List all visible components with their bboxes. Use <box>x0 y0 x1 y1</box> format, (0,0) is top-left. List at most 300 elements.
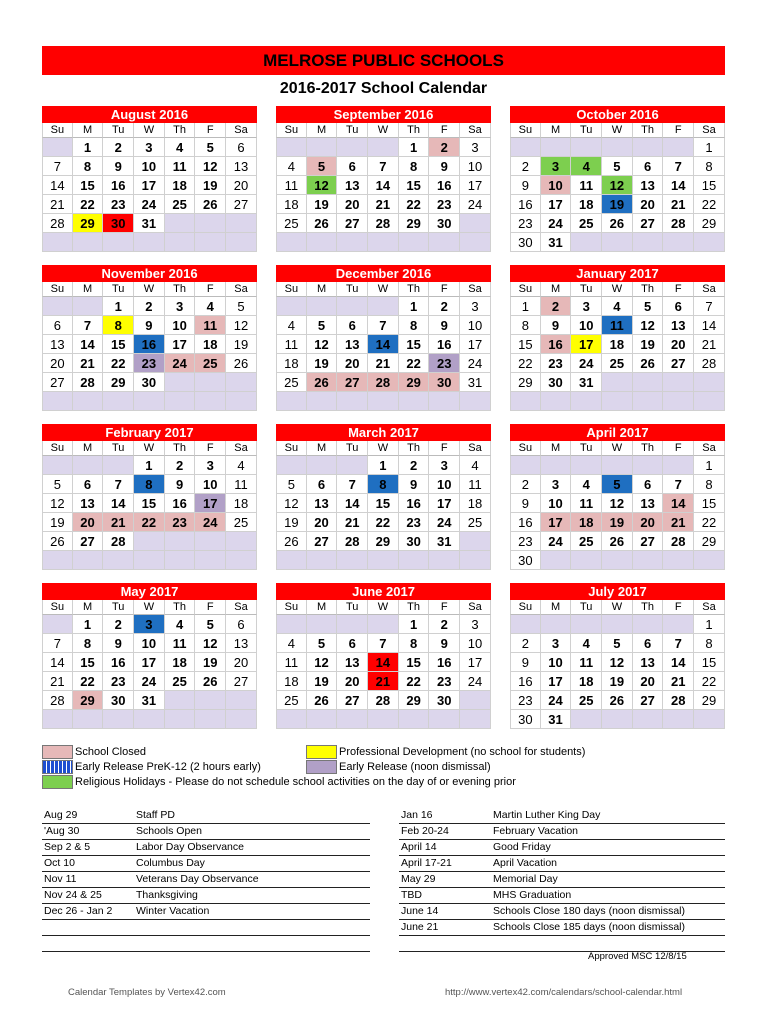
day-cell: 8 <box>134 475 165 494</box>
weekday-label: Sa <box>460 441 491 456</box>
empty-cell <box>541 392 572 411</box>
day-cell: 17 <box>429 494 460 513</box>
day-cell: 19 <box>633 335 664 354</box>
day-cell: 8 <box>103 316 134 335</box>
day-cell: 2 <box>510 634 541 653</box>
empty-cell <box>337 710 368 729</box>
day-cell: 7 <box>42 157 73 176</box>
weekday-label: W <box>134 282 165 297</box>
day-cell: 24 <box>460 354 491 373</box>
day-cell: 11 <box>226 475 257 494</box>
empty-cell <box>663 392 694 411</box>
weekday-header <box>276 441 491 456</box>
note-event: Schools Close 180 days (noon dismissal) <box>493 905 686 917</box>
note-row <box>42 824 370 840</box>
day-cell: 20 <box>337 195 368 214</box>
weekday-label: Su <box>276 282 307 297</box>
day-cell: 18 <box>276 672 307 691</box>
week-row <box>510 335 725 354</box>
month-calendar <box>510 265 725 411</box>
weekday-label: Tu <box>337 600 368 615</box>
day-cell: 24 <box>429 513 460 532</box>
day-cell: 28 <box>368 373 399 392</box>
day-cell: 6 <box>42 316 73 335</box>
empty-cell <box>42 392 73 411</box>
week-row <box>42 354 257 373</box>
day-cell: 21 <box>368 672 399 691</box>
week-row <box>276 373 491 392</box>
week-row <box>276 297 491 316</box>
empty-cell <box>276 392 307 411</box>
day-cell: 27 <box>633 691 664 710</box>
note-row <box>399 872 725 888</box>
weekday-label: Sa <box>694 600 725 615</box>
empty-cell <box>602 392 633 411</box>
day-cell: 27 <box>663 354 694 373</box>
weekday-label: M <box>307 282 338 297</box>
month-title: June 2017 <box>276 583 491 600</box>
day-cell: 2 <box>134 297 165 316</box>
day-cell: 23 <box>510 691 541 710</box>
week-row <box>510 653 725 672</box>
note-row <box>42 888 370 904</box>
day-cell: 6 <box>307 475 338 494</box>
day-cell: 9 <box>510 176 541 195</box>
day-cell: 28 <box>73 373 104 392</box>
day-cell: 28 <box>42 214 73 233</box>
swatch-noon-icon <box>306 760 337 774</box>
weekday-label: F <box>429 600 460 615</box>
weekday-header <box>276 282 491 297</box>
day-cell: 27 <box>226 195 257 214</box>
weekday-label: Tu <box>103 441 134 456</box>
empty-cell <box>307 392 338 411</box>
empty-cell <box>165 214 196 233</box>
note-date: Aug 29 <box>44 809 78 821</box>
weekday-label: Sa <box>226 123 257 138</box>
day-cell: 23 <box>429 195 460 214</box>
day-cell: 26 <box>195 195 226 214</box>
day-cell: 25 <box>276 214 307 233</box>
month-calendar <box>510 106 725 252</box>
empty-cell <box>510 456 541 475</box>
empty-cell <box>103 551 134 570</box>
day-cell: 23 <box>429 354 460 373</box>
day-cell: 19 <box>42 513 73 532</box>
week-row <box>276 354 491 373</box>
day-cell: 5 <box>602 157 633 176</box>
day-cell: 9 <box>429 634 460 653</box>
day-cell: 17 <box>541 672 572 691</box>
day-cell: 23 <box>103 672 134 691</box>
day-cell: 14 <box>368 176 399 195</box>
day-cell: 15 <box>399 176 430 195</box>
week-row <box>276 494 491 513</box>
day-cell: 27 <box>42 373 73 392</box>
empty-cell <box>460 532 491 551</box>
empty-cell <box>276 710 307 729</box>
day-cell: 15 <box>399 653 430 672</box>
note-event: Columbus Day <box>136 857 205 869</box>
day-cell: 19 <box>276 513 307 532</box>
empty-cell <box>510 615 541 634</box>
day-cell: 23 <box>165 513 196 532</box>
empty-cell <box>276 551 307 570</box>
day-cell: 26 <box>602 532 633 551</box>
day-cell: 21 <box>73 354 104 373</box>
month-calendar <box>276 424 491 570</box>
day-cell: 2 <box>429 615 460 634</box>
empty-cell <box>134 392 165 411</box>
weekday-label: Tu <box>571 282 602 297</box>
day-cell: 6 <box>633 157 664 176</box>
empty-cell <box>73 710 104 729</box>
weekday-label: W <box>602 441 633 456</box>
weekday-label: Tu <box>103 123 134 138</box>
weekday-header <box>510 441 725 456</box>
note-row <box>399 920 725 936</box>
empty-cell <box>195 392 226 411</box>
empty-cell <box>226 691 257 710</box>
note-event: Good Friday <box>493 841 551 853</box>
note-date: Dec 26 - Jan 2 <box>44 905 113 917</box>
day-cell: 1 <box>694 456 725 475</box>
weekday-label: Tu <box>571 123 602 138</box>
day-cell: 11 <box>276 335 307 354</box>
day-cell: 20 <box>633 513 664 532</box>
day-cell: 13 <box>663 316 694 335</box>
day-cell: 25 <box>571 214 602 233</box>
page-subtitle: 2016-2017 School Calendar <box>279 80 488 97</box>
note-event: Staff PD <box>136 809 175 821</box>
empty-cell <box>226 392 257 411</box>
day-cell: 3 <box>195 456 226 475</box>
day-cell: 3 <box>541 475 572 494</box>
day-cell: 1 <box>368 456 399 475</box>
month-title: October 2016 <box>510 106 725 123</box>
weekday-label: M <box>541 123 572 138</box>
week-row <box>42 456 257 475</box>
footer-right[interactable]: http://www.vertex42.com/calendars/school-calendar.html <box>445 987 683 998</box>
note-event: April Vacation <box>493 857 558 869</box>
day-cell: 19 <box>195 176 226 195</box>
weekday-label: F <box>429 441 460 456</box>
day-cell: 25 <box>226 513 257 532</box>
weekday-label: Su <box>42 600 73 615</box>
empty-cell <box>195 710 226 729</box>
empty-cell <box>633 551 664 570</box>
weekday-header <box>42 600 257 615</box>
week-row <box>42 214 257 233</box>
empty-cell <box>602 551 633 570</box>
day-cell: 11 <box>571 494 602 513</box>
empty-cell <box>602 456 633 475</box>
day-cell: 2 <box>429 297 460 316</box>
empty-cell <box>663 138 694 157</box>
swatch-closed-icon <box>42 745 73 759</box>
day-cell: 8 <box>510 316 541 335</box>
empty-cell <box>195 551 226 570</box>
legend-label: Early Release PreK-12 (2 hours early) <box>75 761 261 773</box>
footer-left: Calendar Templates by Vertex42.com <box>68 987 226 998</box>
day-cell: 9 <box>103 634 134 653</box>
day-cell: 13 <box>42 335 73 354</box>
empty-cell <box>103 456 134 475</box>
empty-cell <box>73 551 104 570</box>
day-cell: 15 <box>73 653 104 672</box>
week-row <box>510 157 725 176</box>
weekday-label: F <box>195 441 226 456</box>
day-cell: 21 <box>368 354 399 373</box>
month-title: March 2017 <box>276 424 491 441</box>
day-cell: 1 <box>694 615 725 634</box>
day-cell: 9 <box>103 157 134 176</box>
week-row <box>42 710 257 729</box>
weekday-label: Su <box>276 441 307 456</box>
day-cell: 5 <box>307 634 338 653</box>
empty-cell <box>134 710 165 729</box>
note-row <box>399 904 725 920</box>
day-cell: 20 <box>633 672 664 691</box>
week-row <box>276 615 491 634</box>
day-cell: 11 <box>460 475 491 494</box>
day-cell: 1 <box>73 615 104 634</box>
day-cell: 4 <box>276 316 307 335</box>
weekday-label: Sa <box>460 123 491 138</box>
week-row <box>42 513 257 532</box>
empty-cell <box>633 710 664 729</box>
weekday-label: Tu <box>337 441 368 456</box>
empty-cell <box>571 138 602 157</box>
day-cell: 28 <box>368 691 399 710</box>
empty-cell <box>460 214 491 233</box>
day-cell: 11 <box>571 653 602 672</box>
empty-cell <box>399 710 430 729</box>
day-cell: 3 <box>460 138 491 157</box>
day-cell: 8 <box>399 316 430 335</box>
day-cell: 14 <box>368 335 399 354</box>
day-cell: 25 <box>165 672 196 691</box>
empty-cell <box>368 138 399 157</box>
note-row <box>42 840 370 856</box>
note-row <box>42 808 370 824</box>
empty-cell <box>541 138 572 157</box>
day-cell: 5 <box>195 138 226 157</box>
week-row <box>510 532 725 551</box>
day-cell: 2 <box>165 456 196 475</box>
day-cell: 8 <box>73 157 104 176</box>
notes-right <box>399 808 725 952</box>
day-cell: 6 <box>337 634 368 653</box>
empty-cell <box>195 214 226 233</box>
day-cell: 29 <box>73 691 104 710</box>
day-cell: 5 <box>226 297 257 316</box>
weekday-label: Sa <box>226 600 257 615</box>
day-cell: 26 <box>276 532 307 551</box>
day-cell: 7 <box>42 634 73 653</box>
weekday-label: Th <box>165 441 196 456</box>
empty-cell <box>73 456 104 475</box>
month-calendar <box>42 106 257 252</box>
note-date: April 14 <box>401 841 437 853</box>
note-date: Sep 2 & 5 <box>44 841 91 853</box>
day-cell: 24 <box>165 354 196 373</box>
empty-cell <box>460 551 491 570</box>
day-cell: 22 <box>73 672 104 691</box>
empty-cell <box>602 615 633 634</box>
note-date: Nov 11 <box>44 873 77 885</box>
empty-cell <box>42 551 73 570</box>
empty-cell <box>571 392 602 411</box>
weekday-label: Tu <box>103 600 134 615</box>
empty-cell <box>42 710 73 729</box>
empty-cell <box>571 615 602 634</box>
day-cell: 27 <box>633 214 664 233</box>
day-cell: 20 <box>307 513 338 532</box>
week-row <box>42 373 257 392</box>
day-cell: 20 <box>337 354 368 373</box>
note-row <box>42 920 370 936</box>
weekday-label: Su <box>42 282 73 297</box>
empty-cell <box>226 373 257 392</box>
day-cell: 20 <box>226 176 257 195</box>
empty-cell <box>165 710 196 729</box>
day-cell: 25 <box>460 513 491 532</box>
week-row <box>276 233 491 252</box>
day-cell: 12 <box>602 653 633 672</box>
day-cell: 17 <box>134 176 165 195</box>
weekday-header <box>42 441 257 456</box>
note-date: June 14 <box>401 905 439 917</box>
day-cell: 13 <box>633 176 664 195</box>
day-cell: 29 <box>103 373 134 392</box>
weekday-label: Tu <box>571 600 602 615</box>
empty-cell <box>541 456 572 475</box>
day-cell: 15 <box>694 176 725 195</box>
day-cell: 9 <box>510 494 541 513</box>
week-row <box>510 297 725 316</box>
day-cell: 13 <box>226 634 257 653</box>
empty-cell <box>429 710 460 729</box>
empty-cell <box>307 138 338 157</box>
empty-cell <box>134 233 165 252</box>
empty-cell <box>571 551 602 570</box>
day-cell: 27 <box>337 373 368 392</box>
weekday-label: Th <box>633 600 664 615</box>
day-cell: 24 <box>195 513 226 532</box>
day-cell: 16 <box>510 672 541 691</box>
week-row <box>510 710 725 729</box>
day-cell: 8 <box>368 475 399 494</box>
week-row <box>276 653 491 672</box>
weekday-label: Tu <box>571 441 602 456</box>
weekday-label: Sa <box>226 282 257 297</box>
page-title: MELROSE PUBLIC SCHOOLS <box>42 46 725 75</box>
empty-cell <box>694 710 725 729</box>
day-cell: 12 <box>602 494 633 513</box>
day-cell: 4 <box>571 634 602 653</box>
week-row <box>42 653 257 672</box>
empty-cell <box>307 456 338 475</box>
month-title: September 2016 <box>276 106 491 123</box>
day-cell: 19 <box>602 195 633 214</box>
week-row <box>510 615 725 634</box>
day-cell: 24 <box>134 672 165 691</box>
empty-cell <box>510 392 541 411</box>
day-cell: 29 <box>368 532 399 551</box>
empty-cell <box>633 615 664 634</box>
note-row <box>399 856 725 872</box>
week-row <box>276 157 491 176</box>
day-cell: 1 <box>694 138 725 157</box>
empty-cell <box>337 138 368 157</box>
day-cell: 23 <box>103 195 134 214</box>
day-cell: 16 <box>429 653 460 672</box>
day-cell: 18 <box>602 335 633 354</box>
week-row <box>510 494 725 513</box>
day-cell: 5 <box>602 634 633 653</box>
month-title: December 2016 <box>276 265 491 282</box>
empty-cell <box>134 532 165 551</box>
empty-cell <box>226 532 257 551</box>
day-cell: 10 <box>541 653 572 672</box>
day-cell: 30 <box>429 373 460 392</box>
note-row <box>42 872 370 888</box>
day-cell: 14 <box>42 176 73 195</box>
day-cell: 9 <box>429 157 460 176</box>
month-title: August 2016 <box>42 106 257 123</box>
day-cell: 16 <box>103 176 134 195</box>
weekday-label: W <box>134 441 165 456</box>
weekday-label: Th <box>165 123 196 138</box>
week-row <box>510 392 725 411</box>
day-cell: 24 <box>460 672 491 691</box>
day-cell: 30 <box>541 373 572 392</box>
day-cell: 20 <box>42 354 73 373</box>
empty-cell <box>195 233 226 252</box>
empty-cell <box>602 373 633 392</box>
day-cell: 9 <box>134 316 165 335</box>
empty-cell <box>663 456 694 475</box>
day-cell: 12 <box>276 494 307 513</box>
empty-cell <box>429 392 460 411</box>
legend-label: Religious Holidays - Please do not schedule school activities on the day of or evening prior <box>75 776 516 788</box>
empty-cell <box>42 456 73 475</box>
day-cell: 6 <box>663 297 694 316</box>
day-cell: 14 <box>42 653 73 672</box>
day-cell: 15 <box>134 494 165 513</box>
empty-cell <box>368 233 399 252</box>
weekday-label: F <box>195 282 226 297</box>
day-cell: 30 <box>134 373 165 392</box>
day-cell: 20 <box>663 335 694 354</box>
week-row <box>276 214 491 233</box>
day-cell: 20 <box>226 653 257 672</box>
day-cell: 21 <box>42 672 73 691</box>
weekday-label: M <box>307 123 338 138</box>
empty-cell <box>368 551 399 570</box>
empty-cell <box>571 710 602 729</box>
empty-cell <box>337 551 368 570</box>
day-cell: 12 <box>307 653 338 672</box>
day-cell: 12 <box>307 176 338 195</box>
day-cell: 8 <box>399 634 430 653</box>
day-cell: 18 <box>195 335 226 354</box>
empty-cell <box>226 710 257 729</box>
day-cell: 31 <box>541 233 572 252</box>
empty-cell <box>429 551 460 570</box>
day-cell: 25 <box>195 354 226 373</box>
